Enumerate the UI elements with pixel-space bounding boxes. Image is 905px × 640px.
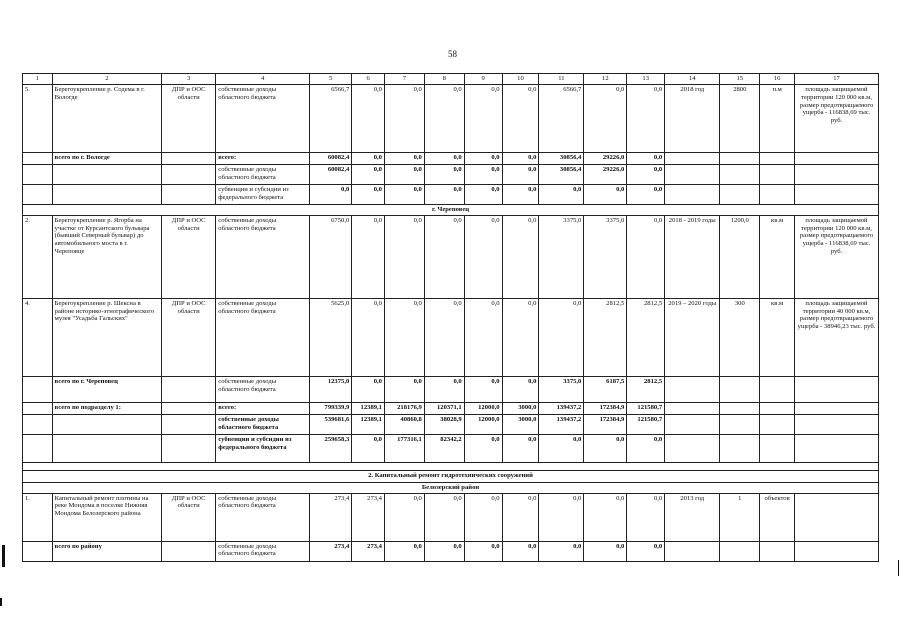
cell-value: 0,0 — [539, 434, 584, 462]
cell-number: 2. — [23, 215, 53, 298]
col-header: 13 — [627, 74, 665, 85]
cell-value: 0,0 — [502, 541, 539, 561]
cell-value: 3000,0 — [502, 414, 539, 434]
cell-value: 0,0 — [627, 153, 665, 165]
cell-name: Берегоукрепление р. Содема в г. Вологде — [52, 85, 161, 153]
cell-value: 3375,0 — [539, 376, 584, 402]
cell-source: собственные доходы областного бюджета — [216, 376, 310, 402]
city-heading-row — [23, 205, 879, 216]
cell-source: собственные доходы областного бюджета — [216, 298, 310, 376]
column-number-row — [23, 74, 879, 85]
cell-value: 0,0 — [584, 434, 627, 462]
cell-value: 0,0 — [424, 165, 464, 185]
cell-value: 172384,9 — [584, 402, 627, 414]
col-header: 7 — [384, 74, 424, 85]
cell-period: 2018 - 2019 годы — [665, 215, 720, 298]
cell-result: площадь защищаемой территории 120 000 кв.м, размер предотвращаемого ущерба - 116838,69 тыс. руб. — [795, 85, 879, 153]
cell-value: 121580,7 — [627, 402, 665, 414]
cell-value: 0,0 — [502, 185, 539, 205]
cell-value: 3375,0 — [539, 215, 584, 298]
cell-source: субвенции и субсидии из федерального бюджета — [216, 434, 310, 462]
cell-value: 3000,0 — [502, 402, 539, 414]
cell-value: 6187,5 — [584, 376, 627, 402]
section-heading-row — [23, 470, 879, 482]
col-header: 14 — [665, 74, 720, 85]
district-heading-row — [23, 482, 879, 493]
cell-name: всего по подразделу 1: — [52, 402, 161, 414]
cell-value: 0,0 — [424, 153, 464, 165]
cell-value: 3375,0 — [584, 215, 627, 298]
cell-value: 218176,9 — [384, 402, 424, 414]
city-heading: г. Череповец — [23, 205, 879, 216]
scan-mark-left — [2, 545, 5, 567]
cell-executor: ДПР и ООС области — [162, 215, 216, 298]
col-header: 10 — [502, 74, 539, 85]
cell-value: 0,0 — [539, 541, 584, 561]
cell-executor: ДПР и ООС области — [162, 85, 216, 153]
page-number: 58 — [448, 49, 457, 59]
cell-value: 29226,0 — [584, 153, 627, 165]
cell-value: 0,0 — [502, 153, 539, 165]
cell-value: 6566,7 — [539, 85, 584, 153]
cell-value: 0,0 — [627, 215, 665, 298]
table-row — [23, 153, 879, 165]
cell-value: 0,0 — [627, 434, 665, 462]
cell-source: собственные доходы областного бюджета — [216, 493, 310, 541]
cell-value: 0,0 — [352, 165, 385, 185]
table-row — [23, 185, 879, 205]
cell-value: 0,0 — [464, 376, 502, 402]
cell-source: собственные доходы областного бюджета — [216, 85, 310, 153]
cell-value: 0,0 — [384, 298, 424, 376]
cell-source: собственные доходы областного бюджета — [216, 414, 310, 434]
cell-name: всего по г. Вологде — [52, 153, 161, 165]
cell-value: 12389,1 — [352, 414, 385, 434]
cell-value: 0,0 — [384, 165, 424, 185]
cell-value: 0,0 — [464, 153, 502, 165]
cell-value: 0,0 — [464, 215, 502, 298]
cell-period: 2018 год — [665, 85, 720, 153]
table-row — [23, 493, 879, 541]
cell-value: 0,0 — [384, 185, 424, 205]
cell-value: 0,0 — [352, 185, 385, 205]
cell-unit: кв.м — [760, 215, 795, 298]
cell-source: субвенции и субсидии из федерального бюджета — [216, 185, 310, 205]
cell-value: 12000,0 — [464, 402, 502, 414]
cell-value: 539681,6 — [310, 414, 352, 434]
cell-value: 30856,4 — [539, 153, 584, 165]
cell-name: Берегоукрепление р. Ягорба на участке от Курсантского бульвара (бывший Северный бульвар) до автомобильного моста в г. Череповце — [52, 215, 161, 298]
cell-number: 5. — [23, 85, 53, 153]
cell-value: 38028,9 — [424, 414, 464, 434]
cell-volume: 1 — [720, 493, 760, 541]
cell-volume: 2800 — [720, 85, 760, 153]
cell-value: 0,0 — [627, 85, 665, 153]
cell-value: 0,0 — [352, 85, 385, 153]
cell-source: всего: — [216, 402, 310, 414]
cell-value: 6566,7 — [310, 85, 352, 153]
cell-volume: 1200,0 — [720, 215, 760, 298]
col-header: 11 — [539, 74, 584, 85]
cell-value: 82342,2 — [424, 434, 464, 462]
col-header: 16 — [760, 74, 795, 85]
cell-value: 0,0 — [584, 541, 627, 561]
cell-value: 0,0 — [502, 85, 539, 153]
cell-value: 30856,4 — [539, 165, 584, 185]
cell-value: 0,0 — [502, 215, 539, 298]
cell-unit: объектов — [760, 493, 795, 541]
cell-value: 139437,2 — [539, 414, 584, 434]
cell-value: 273,4 — [352, 541, 385, 561]
cell-value: 0,0 — [627, 165, 665, 185]
cell-value: 0,0 — [352, 376, 385, 402]
cell-value: 0,0 — [384, 376, 424, 402]
cell-unit: п.м — [760, 85, 795, 153]
cell-value: 0,0 — [352, 434, 385, 462]
col-header: 4 — [216, 74, 310, 85]
cell-name: всего по г. Череповец — [52, 376, 161, 402]
cell-source: собственные доходы областного бюджета — [216, 165, 310, 185]
cell-value: 0,0 — [502, 434, 539, 462]
scan-mark-left-small — [0, 598, 2, 606]
cell-value: 2812,5 — [627, 298, 665, 376]
cell-value: 2812,5 — [584, 298, 627, 376]
cell-value: 0,0 — [424, 185, 464, 205]
cell-value: 0,0 — [464, 298, 502, 376]
cell-value: 273,4 — [310, 541, 352, 561]
district-heading: Белозерский район — [23, 482, 879, 493]
cell-value: 139437,2 — [539, 402, 584, 414]
cell-volume: 300 — [720, 298, 760, 376]
cell-value: 0,0 — [584, 85, 627, 153]
cell-value: 273,4 — [310, 493, 352, 541]
cell-value: 0,0 — [502, 298, 539, 376]
cell-source: всего: — [216, 153, 310, 165]
cell-value: 0,0 — [584, 185, 627, 205]
col-header: 6 — [352, 74, 385, 85]
cell-value: 0,0 — [539, 185, 584, 205]
cell-value: 0,0 — [384, 85, 424, 153]
table-row — [23, 541, 879, 561]
cell-value: 0,0 — [384, 493, 424, 541]
cell-value: 121580,7 — [627, 414, 665, 434]
table-row — [23, 215, 879, 298]
cell-value: 0,0 — [310, 185, 352, 205]
cell-result: площадь защищаемой территории 40 000 кв.м, размер предотвращаемого ущерба - 38946,23 тыс. руб. — [795, 298, 879, 376]
program-table — [22, 73, 879, 562]
table-row — [23, 85, 879, 153]
cell-value: 0,0 — [424, 493, 464, 541]
cell-value: 0,0 — [627, 493, 665, 541]
cell-value: 0,0 — [502, 493, 539, 541]
cell-period: 2019 – 2020 годы — [665, 298, 720, 376]
table-row — [23, 298, 879, 376]
cell-value: 0,0 — [502, 165, 539, 185]
table-row — [23, 376, 879, 402]
cell-value: 60082,4 — [310, 153, 352, 165]
section-heading: 2. Капитальный ремонт гидротехнических сооружений — [23, 470, 879, 482]
cell-value: 120371,1 — [424, 402, 464, 414]
cell-value: 177316,1 — [384, 434, 424, 462]
col-header: 12 — [584, 74, 627, 85]
cell-unit: кв.м — [760, 298, 795, 376]
col-header: 8 — [424, 74, 464, 85]
cell-value: 273,4 — [352, 493, 385, 541]
cell-value: 0,0 — [384, 215, 424, 298]
cell-value: 0,0 — [464, 434, 502, 462]
col-header: 3 — [162, 74, 216, 85]
cell-value: 0,0 — [424, 85, 464, 153]
cell-value: 0,0 — [464, 493, 502, 541]
cell-value: 29226,0 — [584, 165, 627, 185]
col-header: 17 — [795, 74, 879, 85]
cell-value: 259658,3 — [310, 434, 352, 462]
cell-source: собственные доходы областного бюджета — [216, 541, 310, 561]
cell-value: 12375,0 — [310, 376, 352, 402]
col-header: 2 — [52, 74, 161, 85]
cell-value: 172384,9 — [584, 414, 627, 434]
cell-value: 0,0 — [627, 185, 665, 205]
cell-value: 6750,0 — [310, 215, 352, 298]
table-row — [23, 414, 879, 434]
col-header: 9 — [464, 74, 502, 85]
cell-period: 2013 год — [665, 493, 720, 541]
cell-number: 4. — [23, 298, 53, 376]
cell-value: 0,0 — [502, 376, 539, 402]
cell-value: 12000,0 — [464, 414, 502, 434]
cell-value: 0,0 — [464, 541, 502, 561]
cell-value: 0,0 — [352, 215, 385, 298]
cell-executor: ДПР и ООС области — [162, 493, 216, 541]
cell-name: Берегоукрепление р. Шексна в районе историко-этнографического музея "Усадьба Гальских" — [52, 298, 161, 376]
cell-value: 40860,8 — [384, 414, 424, 434]
cell-value: 799339,9 — [310, 402, 352, 414]
cell-value: 5625,0 — [310, 298, 352, 376]
col-header: 1 — [23, 74, 53, 85]
cell-value: 12389,1 — [352, 402, 385, 414]
cell-value: 0,0 — [464, 185, 502, 205]
cell-value: 0,0 — [424, 215, 464, 298]
spacer-row — [23, 462, 879, 470]
cell-number: 1. — [23, 493, 53, 541]
table-row — [23, 434, 879, 462]
cell-result: площадь защищаемой территории 120 000 кв.м, размер предотвращаемого ущерба - 116838,69 тыс. руб. — [795, 215, 879, 298]
table-row — [23, 402, 879, 414]
cell-value: 0,0 — [627, 541, 665, 561]
cell-value: 2812,5 — [627, 376, 665, 402]
cell-value: 0,0 — [539, 493, 584, 541]
cell-value: 60082,4 — [310, 165, 352, 185]
cell-source: собственные доходы областного бюджета — [216, 215, 310, 298]
cell-value: 0,0 — [384, 541, 424, 561]
cell-value: 0,0 — [424, 298, 464, 376]
cell-value: 0,0 — [424, 541, 464, 561]
cell-name: Капитальный ремонт плотины на реке Мондома в поселке Нижняя Мондома Белозерского района — [52, 493, 161, 541]
cell-value: 0,0 — [384, 153, 424, 165]
cell-value: 0,0 — [352, 298, 385, 376]
cell-name: всего по району — [52, 541, 161, 561]
cell-executor: ДПР и ООС области — [162, 298, 216, 376]
table-row — [23, 165, 879, 185]
cell-value: 0,0 — [584, 493, 627, 541]
cell-value: 0,0 — [464, 165, 502, 185]
col-header: 5 — [310, 74, 352, 85]
scan-mark-right — [898, 560, 899, 576]
cell-value: 0,0 — [424, 376, 464, 402]
cell-value: 0,0 — [352, 153, 385, 165]
col-header: 15 — [720, 74, 760, 85]
cell-value: 0,0 — [464, 85, 502, 153]
cell-value: 0,0 — [539, 298, 584, 376]
